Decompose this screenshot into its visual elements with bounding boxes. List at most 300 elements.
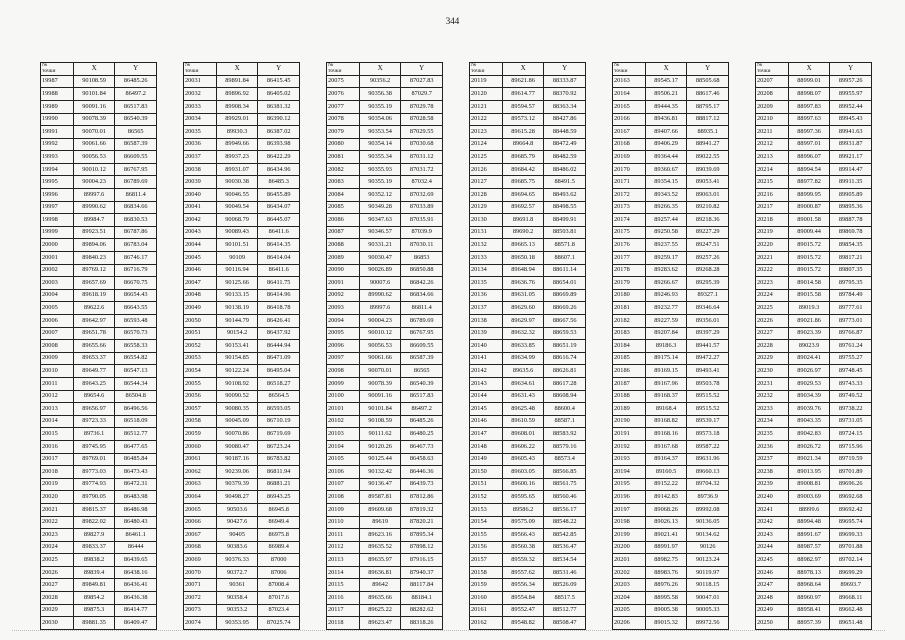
table-row <box>327 239 443 252</box>
table-row <box>470 226 586 239</box>
table-row <box>41 453 157 466</box>
x-coordinate-cell: 89634.99 <box>502 352 544 365</box>
table-row <box>184 176 300 189</box>
point-number-cell: 20159 <box>470 579 503 592</box>
y-coordinate-cell: 86414.77 <box>115 604 157 617</box>
x-coordinate-cell: 90108.92 <box>216 377 258 390</box>
table-row <box>613 327 729 340</box>
y-coordinate-cell: 89749.52 <box>830 390 872 403</box>
point-number-cell: 20003 <box>41 277 74 290</box>
x-coordinate-cell: 89160.5 <box>645 466 687 479</box>
point-number-cell: 20224 <box>756 289 789 302</box>
y-coordinate-cell: 86767.95 <box>115 163 157 176</box>
table-row <box>184 113 300 126</box>
table-row <box>613 138 729 151</box>
y-coordinate-cell: 89692.68 <box>830 491 872 504</box>
point-number-cell: 20186 <box>613 365 646 378</box>
x-coordinate-cell: 90372.7 <box>216 566 258 579</box>
y-coordinate-cell: 86414.35 <box>258 239 300 252</box>
x-coordinate-cell: 88999.95 <box>788 189 830 202</box>
table-row <box>613 403 729 416</box>
table-row <box>613 176 729 189</box>
y-coordinate-cell: 86789.69 <box>115 176 157 189</box>
y-coordinate-cell: 86405.02 <box>258 88 300 101</box>
table-row <box>327 163 443 176</box>
header-point-number <box>41 63 74 76</box>
table-header-row <box>613 63 729 76</box>
y-coordinate-cell: 86486.98 <box>115 503 157 516</box>
y-coordinate-cell: 88482.59 <box>544 151 586 164</box>
table-row <box>327 138 443 151</box>
y-coordinate-cell: 89472.27 <box>687 352 729 365</box>
point-number-cell: 20099 <box>327 377 360 390</box>
point-number-cell: 20017 <box>41 453 74 466</box>
x-coordinate-cell: 90125.66 <box>216 277 258 290</box>
x-coordinate-cell: 88977.82 <box>788 176 830 189</box>
point-number-cell: 20061 <box>184 453 217 466</box>
x-coordinate-cell: 89575.09 <box>502 516 544 529</box>
table-row <box>327 466 443 479</box>
table-row <box>327 453 443 466</box>
y-coordinate-cell: 86710.19 <box>258 415 300 428</box>
table-row <box>470 478 586 491</box>
x-coordinate-cell: 89557.62 <box>502 566 544 579</box>
x-coordinate-cell: 89653.37 <box>73 352 115 365</box>
y-coordinate-cell: 86558.33 <box>115 340 157 353</box>
y-coordinate-cell: 86409.47 <box>115 617 157 630</box>
table-row <box>327 126 443 139</box>
x-coordinate-cell: 88994.54 <box>788 163 830 176</box>
y-coordinate-cell: 86943.25 <box>258 491 300 504</box>
y-coordinate-cell: 87030.68 <box>401 138 443 151</box>
table-row <box>756 252 872 265</box>
table-row <box>613 516 729 529</box>
point-number-cell: 20057 <box>184 403 217 416</box>
point-number-cell: 20025 <box>41 554 74 567</box>
table-row <box>327 277 443 290</box>
y-coordinate-cell: 89743.33 <box>830 377 872 390</box>
x-coordinate-cell: 90353.2 <box>216 604 258 617</box>
x-coordinate-cell: 89622.6 <box>73 302 115 315</box>
table-row <box>756 289 872 302</box>
y-coordinate-cell: 86834.66 <box>401 289 443 302</box>
y-coordinate-cell: 86504.8 <box>115 390 157 403</box>
y-coordinate-cell: 88817.12 <box>687 113 729 126</box>
point-number-cell: 20027 <box>41 579 74 592</box>
x-coordinate-cell: 88982.75 <box>645 554 687 567</box>
table-row <box>756 466 872 479</box>
y-coordinate-cell: 88548.22 <box>544 516 586 529</box>
x-coordinate-cell: 90026.89 <box>359 264 401 277</box>
y-coordinate-cell: 89210.82 <box>687 201 729 214</box>
y-coordinate-cell: 86480.25 <box>401 428 443 441</box>
table-row <box>184 277 300 290</box>
y-coordinate-cell: 89748.45 <box>830 365 872 378</box>
table-row <box>327 189 443 202</box>
point-number-cell: 20145 <box>470 403 503 416</box>
point-number-cell: 20072 <box>184 592 217 605</box>
x-coordinate-cell: 89556.34 <box>502 579 544 592</box>
table-row <box>327 377 443 390</box>
x-coordinate-cell: 88998.07 <box>788 88 830 101</box>
x-coordinate-cell: 90355.19 <box>359 176 401 189</box>
y-coordinate-cell: 86811.4 <box>115 189 157 202</box>
table-row <box>613 415 729 428</box>
y-coordinate-cell: 86436.41 <box>115 579 157 592</box>
point-number-cell: 20126 <box>470 163 503 176</box>
point-number-cell: 20112 <box>327 541 360 554</box>
x-coordinate-cell: 89015.72 <box>788 239 830 252</box>
point-number-cell: 20171 <box>613 176 646 189</box>
table-row <box>756 503 872 516</box>
y-coordinate-cell: 86381.32 <box>258 100 300 113</box>
table-row <box>756 491 872 504</box>
y-coordinate-cell: 88512.77 <box>544 604 586 617</box>
point-number-cell: 20086 <box>327 214 360 227</box>
y-coordinate-cell: 89704.32 <box>687 478 729 491</box>
x-coordinate-cell: 89723.33 <box>73 415 115 428</box>
x-coordinate-cell: 89649.77 <box>73 365 115 378</box>
point-number-cell: 20068 <box>184 541 217 554</box>
table-row <box>41 226 157 239</box>
table-row <box>470 100 586 113</box>
table-row <box>613 478 729 491</box>
y-coordinate-cell: 86414.96 <box>258 289 300 302</box>
table-row <box>470 428 586 441</box>
y-coordinate-cell: 86842.26 <box>401 277 443 290</box>
table-row <box>184 327 300 340</box>
y-coordinate-cell: 86544.34 <box>115 377 157 390</box>
point-number-cell: 20018 <box>41 466 74 479</box>
y-coordinate-cell: 89587.22 <box>687 440 729 453</box>
header-point-label: точки <box>471 67 485 74</box>
point-number-cell: 20239 <box>756 478 789 491</box>
point-number-cell: 20238 <box>756 466 789 479</box>
table-row <box>327 403 443 416</box>
point-number-cell: 20169 <box>613 151 646 164</box>
table-row <box>470 340 586 353</box>
point-number-cell: 20182 <box>613 315 646 328</box>
table-row <box>184 302 300 315</box>
table-header-row <box>756 63 872 76</box>
y-coordinate-cell: 86471.09 <box>258 352 300 365</box>
point-number-cell: 20151 <box>470 478 503 491</box>
point-number-cell: 20233 <box>756 403 789 416</box>
point-number-cell: 20191 <box>613 428 646 441</box>
x-coordinate-cell: 89034.39 <box>788 390 830 403</box>
header-number-sign: № <box>757 62 763 68</box>
table-row <box>756 352 872 365</box>
x-coordinate-cell: 89690.2 <box>502 226 544 239</box>
x-coordinate-cell: 89694.65 <box>502 189 544 202</box>
table-row <box>756 88 872 101</box>
point-number-cell: 19994 <box>41 163 74 176</box>
table-row <box>41 377 157 390</box>
y-coordinate-cell: 89755.27 <box>830 352 872 365</box>
y-coordinate-cell: 86789.69 <box>401 315 443 328</box>
y-coordinate-cell: 86830.53 <box>115 214 157 227</box>
point-number-cell: 20013 <box>41 403 74 416</box>
point-number-cell: 20207 <box>756 75 789 88</box>
point-number-cell: 20137 <box>470 302 503 315</box>
y-coordinate-cell: 88608.94 <box>544 390 586 403</box>
y-coordinate-cell: 88542.85 <box>544 529 586 542</box>
point-number-cell: 20053 <box>184 352 217 365</box>
point-number-cell: 20242 <box>756 516 789 529</box>
x-coordinate-cell: 89665.13 <box>502 239 544 252</box>
point-number-cell: 20084 <box>327 189 360 202</box>
table-row <box>613 277 729 290</box>
x-coordinate-cell: 89586.2 <box>502 503 544 516</box>
table-row <box>41 214 157 227</box>
point-number-cell: 20228 <box>756 340 789 353</box>
point-number-cell: 20083 <box>327 176 360 189</box>
y-coordinate-cell: 88617.46 <box>687 88 729 101</box>
point-number-cell: 20051 <box>184 327 217 340</box>
table-row <box>756 100 872 113</box>
y-coordinate-cell: 86390.12 <box>258 113 300 126</box>
point-number-cell: 20146 <box>470 415 503 428</box>
y-coordinate-cell: 89668.11 <box>830 592 872 605</box>
x-coordinate-cell: 89949.66 <box>216 138 258 151</box>
y-coordinate-cell: 90123.24 <box>687 554 729 567</box>
table-row <box>613 239 729 252</box>
y-coordinate-cell: 86497.2 <box>401 403 443 416</box>
x-coordinate-cell: 89990.62 <box>359 289 401 302</box>
y-coordinate-cell: 88370.92 <box>544 88 586 101</box>
x-coordinate-cell: 90010.12 <box>359 327 401 340</box>
point-number-cell: 20030 <box>41 617 74 630</box>
table-row <box>470 201 586 214</box>
point-number-cell: 20109 <box>327 503 360 516</box>
table-row <box>470 453 586 466</box>
table-row <box>470 302 586 315</box>
table-row <box>470 277 586 290</box>
table-row <box>613 503 729 516</box>
x-coordinate-cell: 90056.53 <box>359 340 401 353</box>
header-x: X <box>73 63 115 76</box>
point-number-cell: 20102 <box>327 415 360 428</box>
point-number-cell: 20197 <box>613 503 646 516</box>
x-coordinate-cell: 89343.52 <box>645 189 687 202</box>
table-header-row <box>41 63 157 76</box>
point-number-cell: 20184 <box>613 340 646 353</box>
y-coordinate-cell: 87006 <box>258 566 300 579</box>
x-coordinate-cell: 89554.84 <box>502 592 544 605</box>
header-x: X <box>645 63 687 76</box>
point-number-cell: 20223 <box>756 277 789 290</box>
point-number-cell: 20193 <box>613 453 646 466</box>
y-coordinate-cell: 88654.01 <box>544 277 586 290</box>
y-coordinate-cell: 86387.02 <box>258 126 300 139</box>
point-number-cell: 20142 <box>470 365 503 378</box>
x-coordinate-cell: 89664.8 <box>502 138 544 151</box>
point-number-cell: 20154 <box>470 516 503 529</box>
point-number-cell: 20044 <box>184 239 217 252</box>
y-coordinate-cell: 86473.43 <box>115 466 157 479</box>
header-x: X <box>502 63 544 76</box>
point-number-cell: 20040 <box>184 189 217 202</box>
y-coordinate-cell: 88472.49 <box>544 138 586 151</box>
x-coordinate-cell: 89651.78 <box>73 327 115 340</box>
point-number-cell: 20073 <box>184 604 217 617</box>
table-row <box>613 252 729 265</box>
table-row <box>756 315 872 328</box>
y-coordinate-cell: 87029.7 <box>401 88 443 101</box>
table-row <box>41 541 157 554</box>
x-coordinate-cell: 89656.97 <box>73 403 115 416</box>
x-coordinate-cell: 89019.3 <box>788 302 830 315</box>
x-coordinate-cell: 88983.76 <box>645 566 687 579</box>
point-number-cell: 20052 <box>184 340 217 353</box>
y-coordinate-cell: 87000 <box>258 554 300 567</box>
x-coordinate-cell: 89360.67 <box>645 163 687 176</box>
point-number-cell: 20095 <box>327 327 360 340</box>
point-number-cell: 20181 <box>613 302 646 315</box>
y-coordinate-cell: 86565 <box>115 126 157 139</box>
x-coordinate-cell: 89021.86 <box>788 315 830 328</box>
x-coordinate-cell: 88960.97 <box>788 592 830 605</box>
point-number-cell: 20120 <box>470 88 503 101</box>
y-coordinate-cell: 86587.39 <box>401 352 443 365</box>
y-coordinate-cell: 87032.4 <box>401 176 443 189</box>
point-number-cell: 20039 <box>184 176 217 189</box>
table-row <box>184 100 300 113</box>
y-coordinate-cell: 89736.9 <box>687 491 729 504</box>
header-point-number <box>756 63 789 76</box>
y-coordinate-cell: 89699.33 <box>830 529 872 542</box>
x-coordinate-cell: 89685.79 <box>502 151 544 164</box>
x-coordinate-cell: 89436.81 <box>645 113 687 126</box>
x-coordinate-cell: 90045.09 <box>216 415 258 428</box>
table-row <box>613 352 729 365</box>
table-row <box>756 189 872 202</box>
table-row <box>184 214 300 227</box>
y-coordinate-cell: 88491.5 <box>544 176 586 189</box>
point-number-cell: 20082 <box>327 163 360 176</box>
x-coordinate-cell: 90376.33 <box>216 554 258 567</box>
point-number-cell: 20116 <box>327 592 360 605</box>
y-coordinate-cell: 86438.16 <box>115 566 157 579</box>
table-row <box>184 264 300 277</box>
table-row <box>756 453 872 466</box>
table-row <box>184 377 300 390</box>
y-coordinate-cell: 88534.54 <box>544 554 586 567</box>
table-row <box>470 176 586 189</box>
x-coordinate-cell: 90354.06 <box>359 113 401 126</box>
table-row <box>327 491 443 504</box>
x-coordinate-cell: 89997.6 <box>359 302 401 315</box>
x-coordinate-cell: 89621.86 <box>502 75 544 88</box>
y-coordinate-cell: 87031.72 <box>401 163 443 176</box>
y-coordinate-cell: 90047.01 <box>687 592 729 605</box>
y-coordinate-cell: 87029.55 <box>401 126 443 139</box>
point-number-cell: 20031 <box>184 75 217 88</box>
table-row <box>470 365 586 378</box>
table-row <box>41 554 157 567</box>
table-row <box>327 264 443 277</box>
x-coordinate-cell: 89168.16 <box>645 428 687 441</box>
header-point-label: точки <box>328 67 342 74</box>
x-coordinate-cell: 89839.4 <box>73 566 115 579</box>
table-row <box>327 541 443 554</box>
x-coordinate-cell: 89566.43 <box>502 529 544 542</box>
x-coordinate-cell: 89560.38 <box>502 541 544 554</box>
point-number-cell: 20229 <box>756 352 789 365</box>
y-coordinate-cell: 89039.69 <box>687 163 729 176</box>
y-coordinate-cell: 88659.53 <box>544 327 586 340</box>
x-coordinate-cell: 90010.12 <box>73 163 115 176</box>
coordinates-table <box>326 62 443 630</box>
y-coordinate-cell: 89573.18 <box>687 428 729 441</box>
table-row <box>756 541 872 554</box>
x-coordinate-cell: 89023.9 <box>788 340 830 353</box>
y-coordinate-cell: 86518.27 <box>258 377 300 390</box>
table-row <box>613 529 729 542</box>
y-coordinate-cell: 86881.21 <box>258 478 300 491</box>
y-coordinate-cell: 86540.39 <box>401 377 443 390</box>
y-coordinate-cell: 89784.49 <box>830 289 872 302</box>
header-x: X <box>359 63 401 76</box>
point-number-cell: 20220 <box>756 239 789 252</box>
y-coordinate-cell: 88561.75 <box>544 478 586 491</box>
x-coordinate-cell: 89587.81 <box>359 491 401 504</box>
y-coordinate-cell: 88651.19 <box>544 340 586 353</box>
table-row <box>41 75 157 88</box>
x-coordinate-cell: 89354.15 <box>645 176 687 189</box>
y-coordinate-cell: 86458.63 <box>401 453 443 466</box>
point-number-cell: 20042 <box>184 214 217 227</box>
table-row <box>756 365 872 378</box>
point-number-cell: 20062 <box>184 466 217 479</box>
x-coordinate-cell: 89021.34 <box>788 453 830 466</box>
y-coordinate-cell: 88626.81 <box>544 365 586 378</box>
x-coordinate-cell: 89023.39 <box>788 327 830 340</box>
y-coordinate-cell: 89651.48 <box>830 617 872 630</box>
x-coordinate-cell: 89610.59 <box>502 415 544 428</box>
table-row <box>184 466 300 479</box>
point-number-cell: 20093 <box>327 302 360 315</box>
y-coordinate-cell: 88526.09 <box>544 579 586 592</box>
point-number-cell: 20097 <box>327 352 360 365</box>
x-coordinate-cell: 89175.14 <box>645 352 687 365</box>
table-row <box>470 352 586 365</box>
table-row <box>613 453 729 466</box>
point-number-cell: 20208 <box>756 88 789 101</box>
table-row <box>327 327 443 340</box>
point-number-cell: 20121 <box>470 100 503 113</box>
x-coordinate-cell: 88991.67 <box>788 529 830 542</box>
y-coordinate-cell: 86783.04 <box>115 239 157 252</box>
y-coordinate-cell: 87940.37 <box>401 566 443 579</box>
table-row <box>756 214 872 227</box>
point-number-cell: 20081 <box>327 151 360 164</box>
x-coordinate-cell: 89603.05 <box>502 466 544 479</box>
x-coordinate-cell: 89745.95 <box>73 440 115 453</box>
x-coordinate-cell: 89015.32 <box>645 617 687 630</box>
point-number-cell: 20201 <box>613 554 646 567</box>
table-row <box>613 491 729 504</box>
y-coordinate-cell: 89957.26 <box>830 75 872 88</box>
point-number-cell: 20206 <box>613 617 646 630</box>
y-coordinate-cell: 86497.2 <box>115 88 157 101</box>
x-coordinate-cell: 90061.66 <box>359 352 401 365</box>
table-row <box>613 617 729 630</box>
point-number-cell: 20048 <box>184 289 217 302</box>
y-coordinate-cell: 86444 <box>115 541 157 554</box>
point-number-cell: 20210 <box>756 113 789 126</box>
x-coordinate-cell: 90239.06 <box>216 466 258 479</box>
